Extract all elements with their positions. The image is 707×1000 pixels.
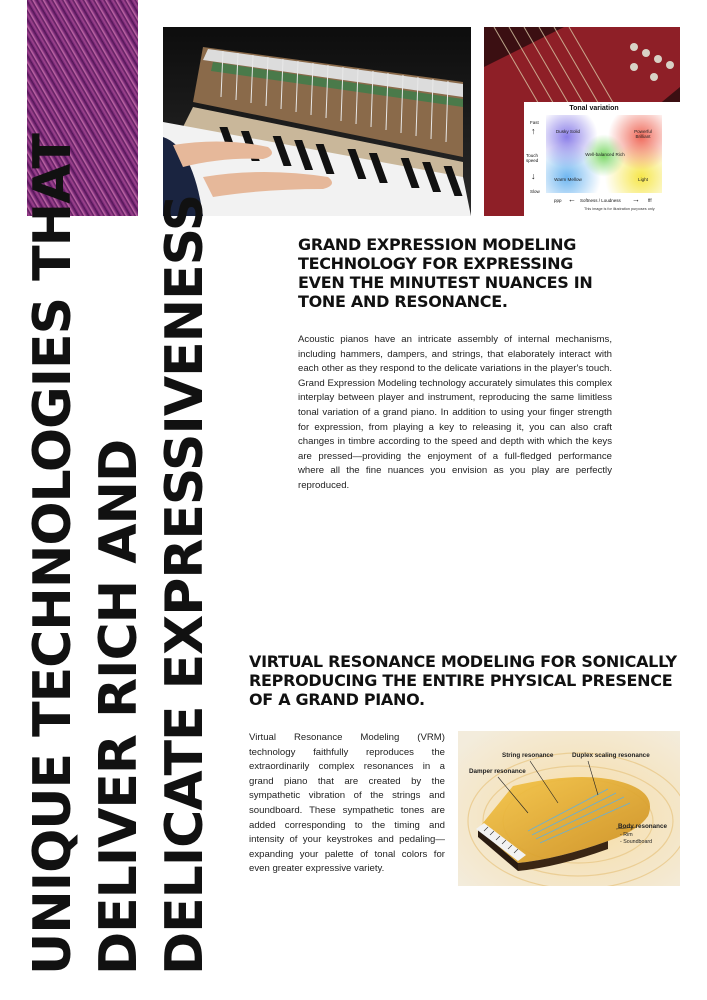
chart-caption: This image is for illustration purposes only	[584, 207, 655, 211]
grand-piano-strings-photo	[484, 27, 680, 216]
x-arrow-left-icon: ←	[568, 195, 576, 204]
label-damper-resonance: Damper resonance	[469, 768, 526, 775]
tonal-variation-chart	[524, 102, 680, 216]
label-string-resonance: String resonance	[502, 752, 554, 759]
y-label-fast: Fast	[530, 120, 539, 125]
vrm-body-text: Virtual Resonance Modeling (VRM) technology faithfully reproduces the extraordinarily complex resonances in a grand piano that are created by the sympathetic vibration of the strings and soundboard. These sympathetic tones are added corresponding to the timing and intensity of your keystrokes and pedaling—expanding your palette of tonal colors for even greater expressive variety.	[249, 732, 445, 875]
vrm-resonance-diagram	[458, 731, 680, 886]
vertical-title-line-3: DELICATE EXPRESSIVENESS	[155, 194, 215, 975]
vertical-title-line-2: DELIVER RICH AND	[89, 439, 149, 975]
chart-title: Tonal variation	[569, 105, 619, 112]
y-label-touch-speed: Touch speed	[526, 153, 539, 163]
cell-warm-mellow: Warm Mellow	[554, 177, 582, 182]
arrow-up-icon: ↑	[531, 126, 536, 136]
x-label-softness-loudness: Softness / Loudness	[580, 198, 621, 203]
chart-plot-area	[546, 115, 662, 193]
gem-heading: GRAND EXPRESSION MODELING TECHNOLOGY FOR EXPRESSING EVEN THE MINUTEST NUANCES IN TONE AND RESONANCE.	[298, 235, 593, 311]
label-body-rim: - Rim	[620, 832, 633, 838]
label-duplex-scaling-resonance: Duplex scaling resonance	[572, 752, 650, 759]
label-body-resonance: Body resonance	[618, 823, 667, 830]
vrm-heading: VIRTUAL RESONANCE MODELING FOR SONICALLY REPRODUCING THE ENTIRE PHYSICAL PRESENCE OF A GRAND PIANO.	[249, 652, 677, 709]
gem-body-text: Acoustic pianos have an intricate assembly of internal mechanisms, including hammers, dampers, and strings, that elaborately interact with each other as they respond to the delicate variations in the player's touch. Grand Expression Modeling technology accurately simulates this complex interplay between player and instrument, reproducing the same limitless tonal variation of a grand piano. In addition to using your finger strength for expression, from playing a key to releasing it, you can also craft changes in timbre according to the speed and depth with which the keys are pressed—providing the enjoyment of a full-fledged performance where all the fine nuances you envision as you play are perfectly reproduced.	[298, 334, 612, 491]
vertical-page-title	[20, 134, 218, 975]
cell-dusky-solid: Dusky Solid	[555, 129, 581, 134]
x-label-ppp: ppp	[554, 198, 562, 203]
cell-well-balanced-rich: Well-balanced Rich	[585, 152, 625, 157]
x-arrow-right-icon: →	[632, 195, 640, 204]
cell-light: Light	[638, 177, 648, 182]
label-body-soundboard: - Soundboard	[620, 839, 653, 845]
x-label-fff: fff	[648, 198, 652, 203]
vertical-title-line-1: UNIQUE TECHNOLOGIES THAT	[23, 134, 83, 975]
arrow-down-icon: ↓	[531, 171, 536, 181]
cell-powerful-brilliant: Powerful Brilliant	[634, 129, 652, 139]
y-label-slow: Slow	[530, 189, 540, 194]
